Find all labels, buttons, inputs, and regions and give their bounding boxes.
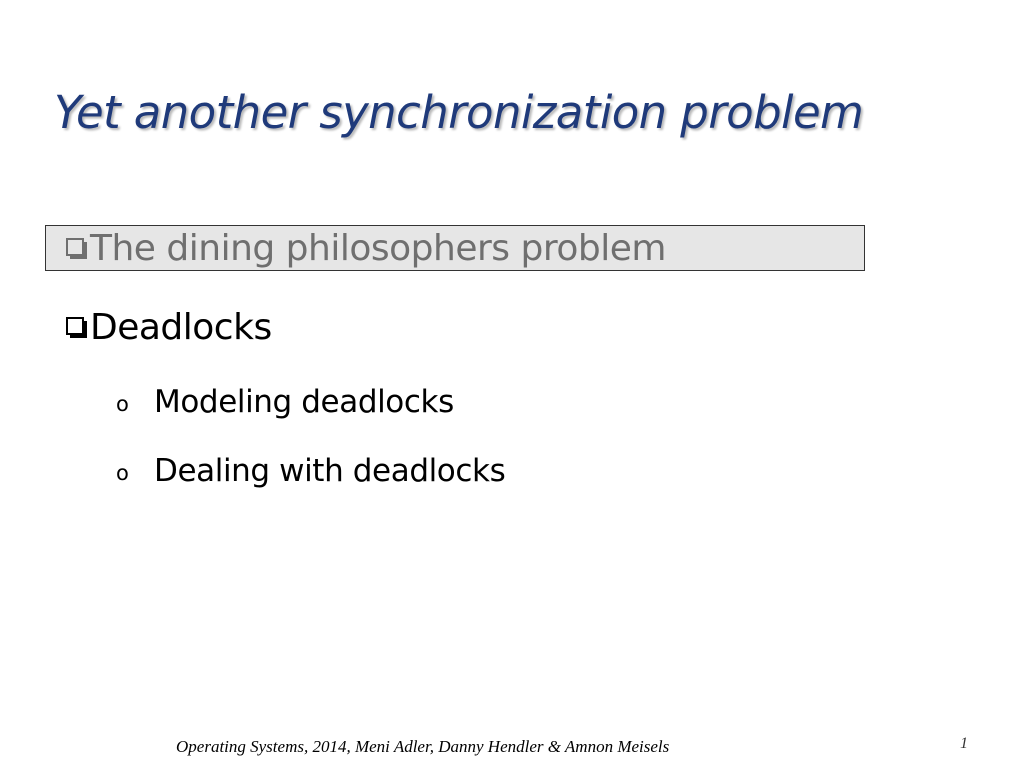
circle-bullet-icon: o [116, 392, 129, 416]
sub-bullet-item [116, 453, 505, 489]
bullet-item-deadlocks [66, 307, 272, 348]
slide-title: Yet another synchronization problem [54, 86, 864, 139]
square-bullet-icon [66, 238, 88, 260]
page-number: 1 [960, 735, 968, 752]
slide-footer: Operating Systems, 2014, Meni Adler, Danny Hendler & Amnon Meisels [176, 737, 670, 756]
sub-bullet-text: Modeling deadlocks [154, 384, 454, 420]
circle-bullet-icon: o [116, 461, 129, 485]
bullet-text: The dining philosophers problem [90, 228, 666, 269]
bullet-text: Deadlocks [90, 307, 272, 348]
sub-bullet-item [116, 384, 454, 420]
sub-bullet-text: Dealing with deadlocks [154, 453, 506, 489]
square-bullet-icon [66, 317, 88, 339]
bullet-item-dining-philosophers [66, 228, 666, 269]
